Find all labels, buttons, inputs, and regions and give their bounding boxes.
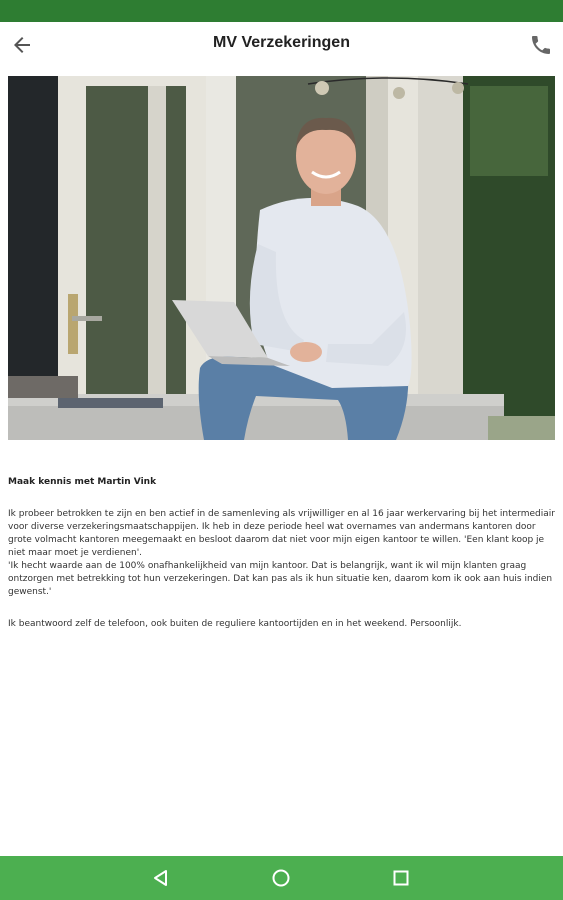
phone-icon[interactable] <box>529 33 553 57</box>
intro-paragraph-2: 'Ik hecht waarde aan de 100% onafhankelijkheid van mijn kantoor. Dat is belangrijk, want ik wil mijn klanten graag ontzorgen met betrekking tot hun verzekeringen. Dat kan pas als ik hun situatie ken, daarom kom ik ook aan huis indien gewenst.' <box>8 561 553 597</box>
page-title: MV Verzekeringen <box>213 34 350 51</box>
hero-photo <box>8 76 555 440</box>
intro-content <box>8 476 555 631</box>
triangle-back-icon[interactable] <box>149 866 173 890</box>
status-bar <box>0 0 563 22</box>
intro-paragraph-3: Ik beantwoord zelf de telefoon, ook buiten de reguliere kantoortijden en in het weekend. Persoonlijk. <box>8 619 462 629</box>
circle-home-icon[interactable] <box>269 866 293 890</box>
system-nav-bar <box>0 856 563 900</box>
square-recents-icon[interactable] <box>389 866 413 890</box>
intro-paragraph-1: Ik probeer betrokken te zijn en ben actief in de samenleving als vrijwilliger en al 16 jaar werkervaring bij het intermediair voor diverse verzekeringsmaatschappijen. Ik heb in deze periode heel wat overnames van andermans kantoren door grote volmacht kantoren meegemaakt en besloot daarom dat niet voor mijn eigen kantoor te willen. 'Een klant koop je niet maar moet je verdienen'. <box>8 509 555 558</box>
intro-heading: Maak kennis met Martin Vink <box>8 477 157 487</box>
app-bar <box>0 22 563 68</box>
